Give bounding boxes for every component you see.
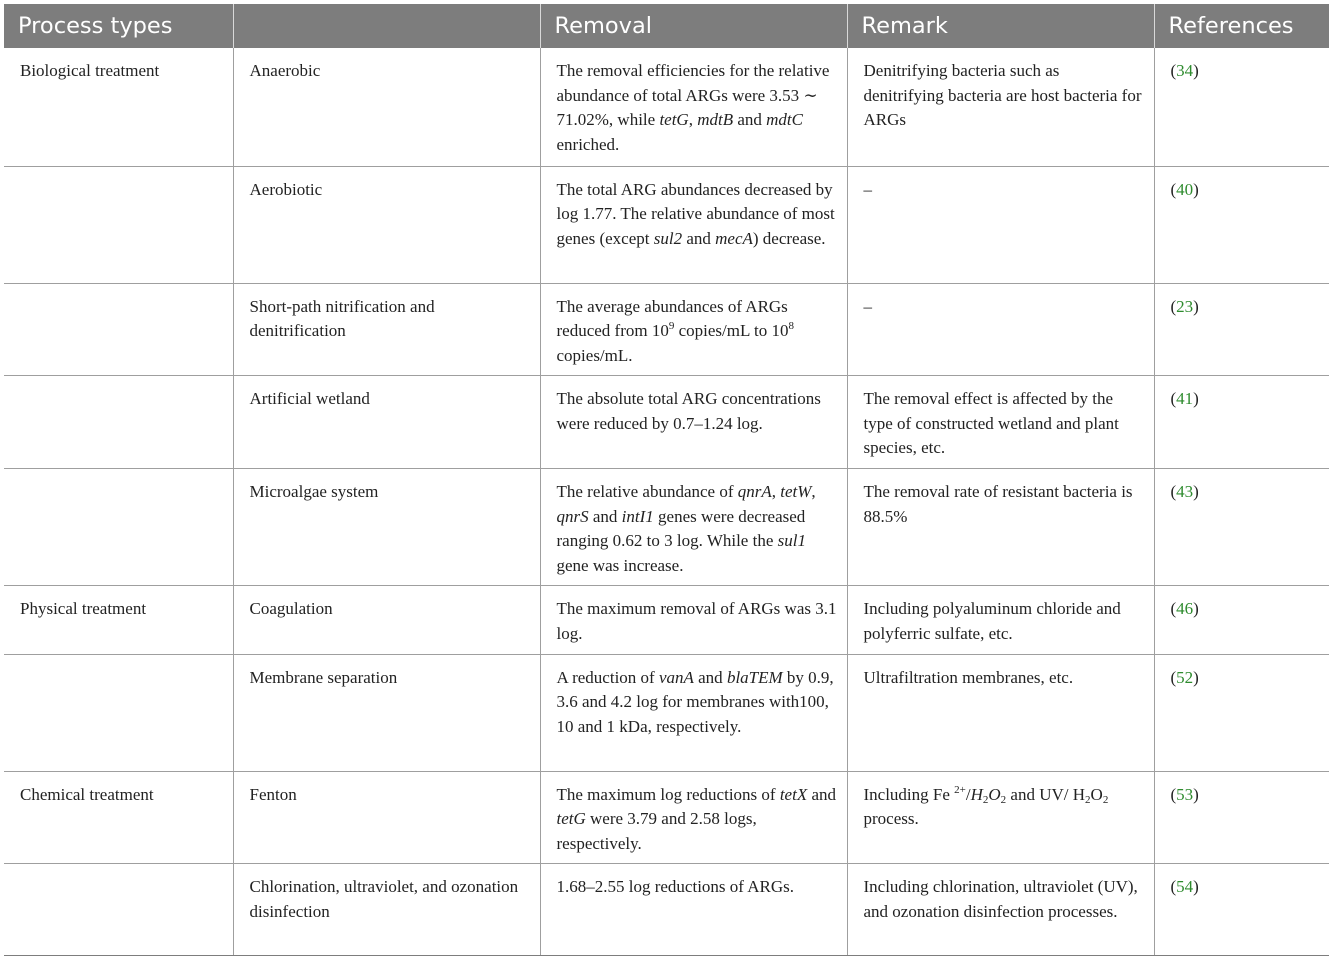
arg-removal-table [4, 4, 1329, 956]
header-remark: Remark [847, 4, 1154, 48]
table-row [4, 864, 1329, 956]
method-cell: Microalgae system [233, 469, 540, 586]
table-row [4, 283, 1329, 376]
reference-link[interactable]: 46 [1176, 599, 1194, 619]
method-cell: Coagulation [233, 586, 540, 654]
reference-cell: (34) [1154, 48, 1329, 166]
method-cell: Short-path nitrification and denitrification [233, 283, 540, 376]
remark-cell: Including Fe $^{2+}/H_2O_2$ and UV/ $H_2O_2$ process. [847, 771, 1154, 864]
table-body [4, 48, 1329, 956]
removal-cell: The average abundances of ARGs reduced from $10^9$ copies/mL to $10^8$ copies/mL. [540, 283, 847, 376]
removal-cell: The relative abundance of qnrA, tetW, qnrS and intI1 genes were decreased ranging 0.62 to 3 log. While the sul1 gene was increase. [540, 469, 847, 586]
reference-cell: (41) [1154, 376, 1329, 469]
reference-cell: (52) [1154, 654, 1329, 771]
removal-cell: The removal efficiencies for the relative abundance of total ARGs were 3.53 ∼ 71.02%, while tetG, mdtB and mdtC enriched. [540, 48, 847, 166]
table-row [4, 654, 1329, 771]
table-row [4, 48, 1329, 166]
reference-cell: (40) [1154, 166, 1329, 283]
reference-link[interactable]: 43 [1176, 482, 1194, 502]
process-type-cell [4, 654, 233, 771]
reference-link[interactable]: 54 [1176, 877, 1194, 897]
reference-cell: (46) [1154, 586, 1329, 654]
reference-link[interactable]: 41 [1176, 389, 1194, 409]
process-type-cell [4, 283, 233, 376]
reference-link[interactable]: 34 [1176, 61, 1194, 80]
remark-cell: Including chlorination, ultraviolet (UV), and ozonation disinfection processes. [847, 864, 1154, 956]
reference-link[interactable]: 23 [1176, 296, 1194, 316]
process-type-cell [4, 376, 233, 469]
method-cell: Aerobiotic [233, 166, 540, 283]
table-row [4, 376, 1329, 469]
reference-cell: (53) [1154, 771, 1329, 864]
process-type-cell [4, 469, 233, 586]
reference-cell: (43) [1154, 469, 1329, 586]
reference-cell: (54) [1154, 864, 1329, 956]
process-type-cell: Biological treatment [4, 48, 233, 166]
removal-cell: 1.68–2.55 log reductions of ARGs. [540, 864, 847, 956]
process-type-cell [4, 864, 233, 956]
removal-cell: The maximum removal of ARGs was 3.1 log. [540, 586, 847, 654]
table-row [4, 586, 1329, 654]
table-row [4, 469, 1329, 586]
remark-cell: – [847, 166, 1154, 283]
remark-cell: The removal effect is affected by the type of constructed wetland and plant species, etc. [847, 376, 1154, 469]
removal-cell: The absolute total ARG concentrations were reduced by 0.7–1.24 log. [540, 376, 847, 469]
header-process-types: Process types [4, 4, 233, 48]
remark-cell: Denitrifying bacteria such as denitrifying bacteria are host bacteria for ARGs [847, 48, 1154, 166]
removal-cell: The total ARG abundances decreased by log 1.77. The relative abundance of most genes (except sul2 and mecA) decrease. [540, 166, 847, 283]
remark-cell: – [847, 283, 1154, 376]
method-cell: Artificial wetland [233, 376, 540, 469]
reference-link[interactable]: 52 [1176, 667, 1194, 687]
method-cell: Membrane separation [233, 654, 540, 771]
table-row [4, 771, 1329, 864]
process-type-cell: Physical treatment [4, 586, 233, 654]
removal-cell: The maximum log reductions of tetX and tetG were 3.79 and 2.58 logs, respectively. [540, 771, 847, 864]
method-cell: Fenton [233, 771, 540, 864]
reference-link[interactable]: 40 [1176, 179, 1194, 199]
remark-cell: The removal rate of resistant bacteria is 88.5% [847, 469, 1154, 586]
method-cell: Chlorination, ultraviolet, and ozonation disinfection [233, 864, 540, 956]
header-removal: Removal [540, 4, 847, 48]
removal-cell: A reduction of vanA and blaTEM by 0.9, 3.6 and 4.2 log for membranes with100, 10 and 1 kDa, respectively. [540, 654, 847, 771]
header-method-blank [233, 4, 540, 48]
table-header [4, 4, 1329, 48]
method-cell: Anaerobic [233, 48, 540, 166]
header-row [4, 4, 1329, 48]
remark-cell: Including polyaluminum chloride and polyferric sulfate, etc. [847, 586, 1154, 654]
header-references: References [1154, 4, 1329, 48]
table-row [4, 166, 1329, 283]
reference-cell: (23) [1154, 283, 1329, 376]
remark-cell: Ultrafiltration membranes, etc. [847, 654, 1154, 771]
process-type-cell: Chemical treatment [4, 771, 233, 864]
reference-link[interactable]: 53 [1176, 784, 1194, 804]
process-type-cell [4, 166, 233, 283]
